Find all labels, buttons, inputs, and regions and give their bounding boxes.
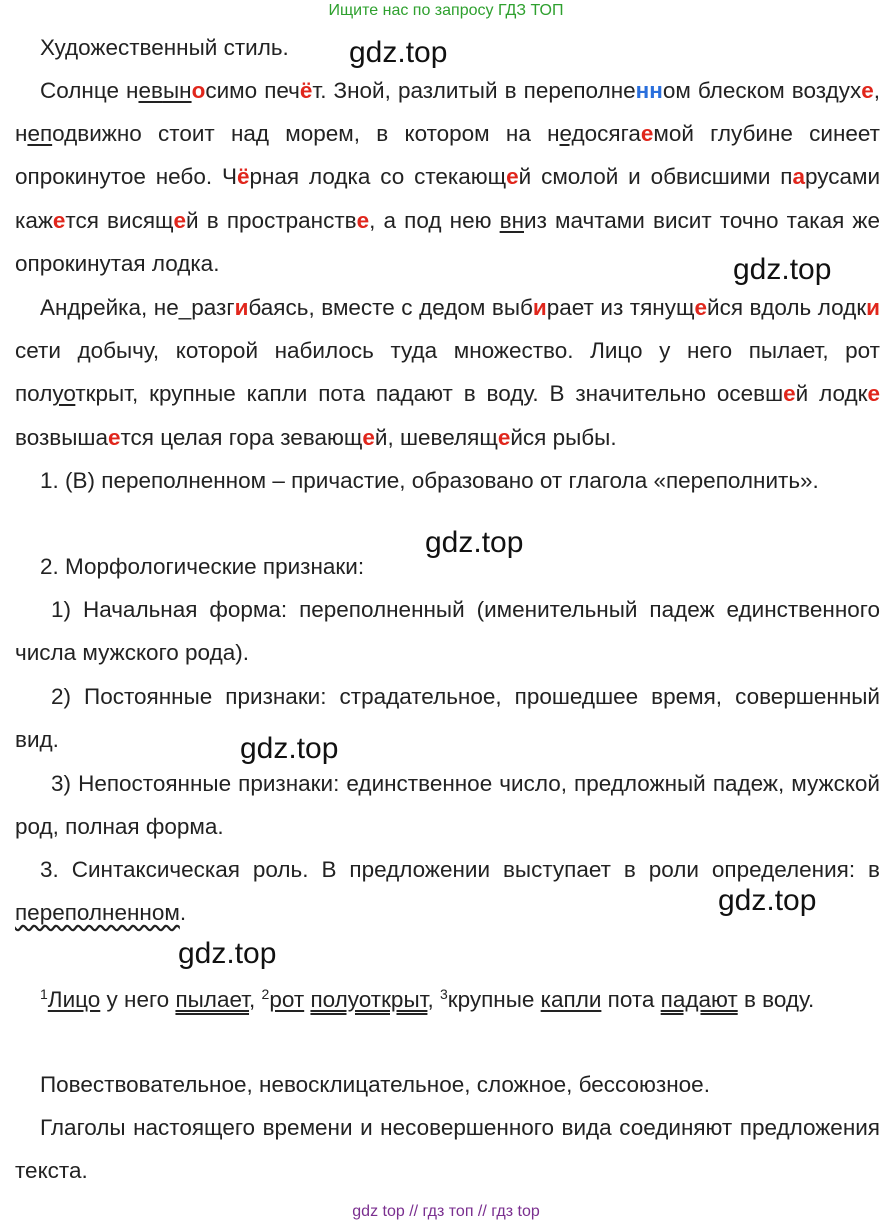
subject: капли — [540, 987, 602, 1012]
subject: Лицо — [47, 987, 101, 1012]
predicate: пылает — [175, 987, 250, 1012]
footer-links[interactable]: gdz top // гдз топ // гдз top — [352, 1203, 540, 1220]
sentence-characteristic: Повествовательное, невосклицательное, сложное, бессоюзное. — [40, 1072, 710, 1097]
watermark: gdz.top — [733, 253, 832, 286]
sentence-parse: $^1$Лицо у него пылает, $^2$рот полуоткрыт, $^3$крупные капли пота падают в воду. — [40, 986, 815, 1012]
analysis-item-2-1: 1) Начальная форма: переполненный (именительный падеж единственного числа мужского рода). — [15, 597, 880, 666]
text-paragraph-2: Андрейка, не_разгибаясь, вместе с дедом выбирает из тянущейся вдоль лодки сети добычу, которой набилось туда множество. Лицо у него пылает, рот полуоткрыт, крупные капли пота падают в воду. В значительно осевшей лодке возвышается целая гора зевающей, шевелящейся рыбы. — [15, 295, 881, 450]
watermark: gdz.top — [349, 36, 448, 69]
analysis-item-2-2: 2) Постоянные признаки: страдательное, прошедшее время, совершенный вид. — [15, 684, 880, 753]
top-banner[interactable]: Ищите нас по запросу ГДЗ ТОП — [328, 2, 564, 19]
watermark: gdz.top — [178, 937, 277, 970]
text-paragraph-1: Солнце невыносимо печёт. Зной, разлитый в переполненном блеском воздухе, неподвижно стоит над морем, в котором на недосягаемой глубине синеет опрокинутое небо. Чёрная лодка со стекающей смолой и обвисшими парусами кажется висящей в пространстве, а под нею вниз мачтами висит точно такая же опрокинутая лодка. — [15, 78, 881, 276]
analysis-item-2-3: 3) Непостоянные признаки: единственное число, предложный падеж, мужской род, полная форма. — [15, 771, 880, 840]
watermark: gdz.top — [425, 526, 524, 559]
watermark: gdz.top — [718, 884, 817, 917]
predicate: падают — [660, 987, 738, 1012]
analysis-item-1: 1. (В) переполненном – причастие, образовано от глагола «переполнить». — [40, 468, 819, 493]
wavy-underlined-word: переполненном — [15, 900, 180, 926]
analysis-item-2: 2. Морфологические признаки: — [40, 554, 365, 579]
conclusion: Глаголы настоящего времени и несовершенного вида соединяют предложения текста. — [15, 1115, 880, 1184]
style-heading: Художественный стиль. — [40, 35, 289, 60]
subject: рот — [269, 987, 305, 1012]
predicate: полуоткрыт — [310, 987, 428, 1012]
analysis-item-3: 3. Синтаксическая роль. В предложении выступает в роли определения: в переполненном. — [15, 857, 880, 926]
watermark: gdz.top — [240, 732, 339, 765]
